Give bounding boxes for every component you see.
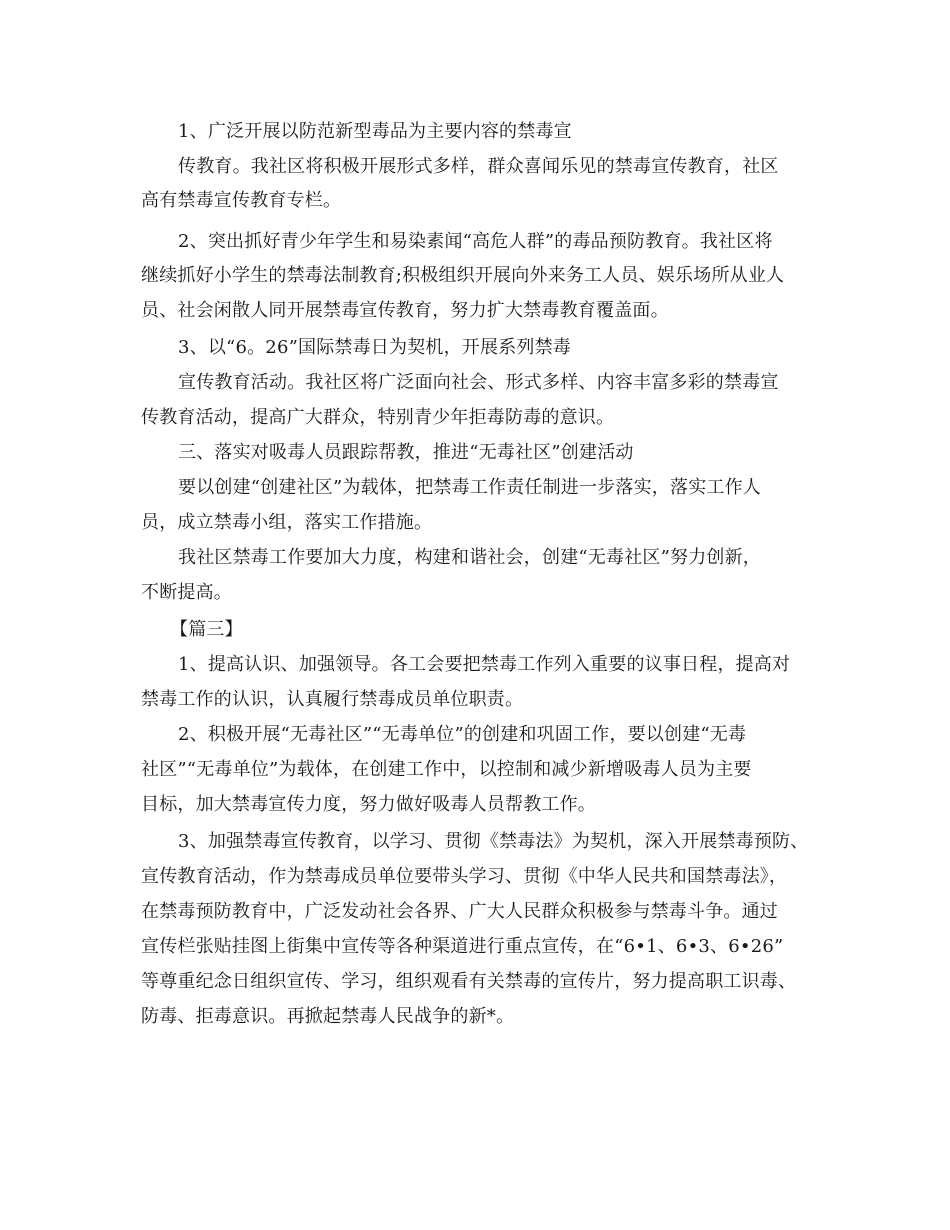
paragraph-line: 目标，加大禁毒宣传力度，努力做好吸毒人员帮教工作。 <box>141 794 596 815</box>
paragraph-line: 员，成立禁毒小组，落实工作措施。 <box>141 512 433 533</box>
paragraph-line: 3、以“6。26”国际禁毒日为契机，开展系列禁毒 <box>178 337 572 358</box>
paragraph-line: 高有禁毒宣传教育专栏。 <box>141 190 342 211</box>
paragraph-line: 传教育活动，提高广大群众，特别青少年拒毒防毒的意识。 <box>141 407 615 428</box>
paragraph-line: 要以创建“创建社区”为载体，把禁毒工作责任制进一步落实，落实工作人 <box>178 477 762 498</box>
paragraph-line: 传教育。我社区将积极开展形式多样，群众喜闻乐见的禁毒宣传教育，社区 <box>178 156 779 177</box>
paragraph-line: 宣传教育活动。我社区将广泛面向社会、形式多样、内容丰富多彩的禁毒宣 <box>178 372 779 393</box>
paragraph-line: 宣传栏张贴挂图上街集中宣传等各种渠道进行重点宣传，在“6•1、6•3、6•26” <box>141 936 784 957</box>
part-heading: 【篇三】 <box>170 619 243 640</box>
paragraph-line: 我社区禁毒工作要加大力度，构建和谐社会，创建“无毒社区”努力创新， <box>178 547 762 568</box>
paragraph-line: 禁毒工作的认识，认真履行禁毒成员单位职责。 <box>141 689 524 710</box>
paragraph-line: 2、积极开展“无毒社区”“无毒单位”的创建和巩固工作，要以创建“无毒 <box>178 724 747 745</box>
paragraph-line: 防毒、拒毒意识。再掀起禁毒人民战争的新*。 <box>141 1006 515 1027</box>
paragraph-line: 宣传教育活动，作为禁毒成员单位要带头学习、贯彻《中华人民共和国禁毒法》， <box>141 866 788 887</box>
paragraph-line: 社区”“无毒单位”为载体，在创建工作中，以控制和减少新增吸毒人员为主要 <box>141 759 752 780</box>
paragraph-line: 不断提高。 <box>141 582 232 603</box>
paragraph-line: 继续抓好小学生的禁毒法制教育;积极组织开展向外来务工人员、娱乐场所从业人 <box>141 265 785 286</box>
paragraph-line: 2、突出抓好青少年学生和易染素闻“高危人群”的毒品预防教育。我社区将 <box>178 231 773 252</box>
paragraph-line: 在禁毒预防教育中，广泛发动社会各界、广大人民群众积极参与禁毒斗争。通过 <box>141 901 778 922</box>
paragraph-line: 1、提高认识、加强领导。各工会要把禁毒工作列入重要的议事日程，提高对 <box>178 654 791 675</box>
paragraph-line: 3、加强禁毒宣传教育，以学习、贯彻《禁毒法》为契机，深入开展禁毒预防、 <box>178 831 809 852</box>
section-heading: 三、落实对吸毒人员跟踪帮教，推进“无毒社区”创建活动 <box>178 442 634 463</box>
paragraph-line: 1、广泛开展以防范新型毒品为主要内容的禁毒宣 <box>178 121 572 142</box>
paragraph-line: 员、社会闲散人同开展禁毒宣传教育，努力扩大禁毒教育覆盖面。 <box>141 300 669 321</box>
paragraph-line: 等尊重纪念日组织宣传、学习，组织观看有关禁毒的宣传片，努力提高职工识毒、 <box>141 971 797 992</box>
